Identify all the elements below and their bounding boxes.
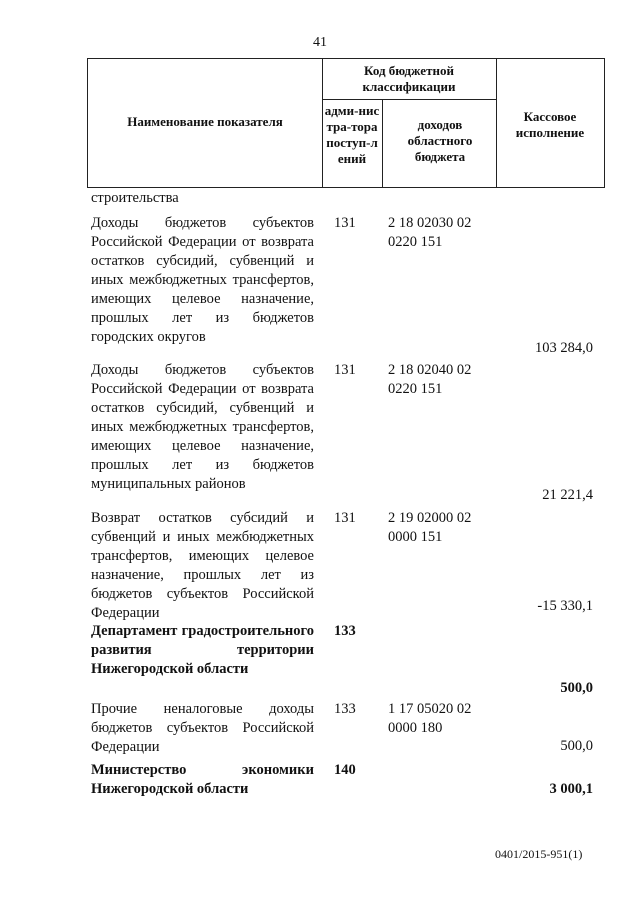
page-number: 41 [313, 35, 327, 50]
execution-amount: 21 221,4 [542, 487, 593, 503]
revenue-code: 2 19 02000 02 0000 151 [388, 510, 472, 545]
administrator-code: 133 [334, 701, 356, 717]
header-divider [322, 59, 323, 187]
revenue-code: 1 17 05020 02 0000 180 [388, 701, 472, 736]
indicator-name: Департамент градостроительного развития территории Нижегородской области [91, 623, 314, 677]
header-divider [496, 59, 497, 187]
indicator-name-header: Наименование показателя [127, 114, 283, 129]
administrator-code: 131 [334, 215, 356, 231]
execution-amount: 500,0 [560, 738, 593, 754]
execution-header: Кассовое исполнение [515, 109, 585, 140]
execution-amount: 3 000,1 [549, 781, 593, 797]
indicator-name: строительства [91, 190, 179, 206]
header-divider [322, 99, 496, 100]
table-header [87, 58, 605, 188]
indicator-name: Министерство экономики Нижегородской области [91, 762, 314, 797]
indicator-name: Прочие неналоговые доходы бюджетов субъектов Российской Федерации [91, 701, 314, 755]
administrator-header: адми-нистра-тора поступ-лений [324, 103, 380, 166]
revenue-header: доходов областного бюджета [407, 117, 473, 164]
indicator-name: Доходы бюджетов субъектов Российской Федерации от возврата остатков субсидий, субвенций и иных межбюджетных трансфертов, имеющих целевое назначение, прошлых лет из бюджетов муниципальных районов [91, 362, 314, 492]
administrator-code: 140 [334, 762, 356, 778]
revenue-code: 2 18 02030 02 0220 151 [388, 215, 472, 250]
execution-amount: 500,0 [560, 680, 593, 696]
indicator-name: Доходы бюджетов субъектов Российской Федерации от возврата остатков субсидий, субвенций и иных межбюджетных трансфертов, имеющих целевое назначение, прошлых лет из бюджетов городских округов [91, 215, 314, 345]
execution-amount: 103 284,0 [535, 340, 593, 356]
budget-code-header: Код бюджетной классификации [362, 63, 456, 94]
administrator-code: 131 [334, 362, 356, 378]
indicator-name: Возврат остатков субсидий и субвенций и иных межбюджетных трансфертов, имеющих целевое назначение, прошлых лет из бюджетов субъектов Российской Федерации [91, 510, 314, 621]
administrator-code: 133 [334, 623, 356, 639]
execution-amount: -15 330,1 [537, 598, 593, 614]
revenue-code: 2 18 02040 02 0220 151 [388, 362, 472, 397]
header-divider [382, 99, 383, 187]
administrator-code: 131 [334, 510, 356, 526]
document-code: 0401/2015-951(1) [495, 847, 583, 861]
